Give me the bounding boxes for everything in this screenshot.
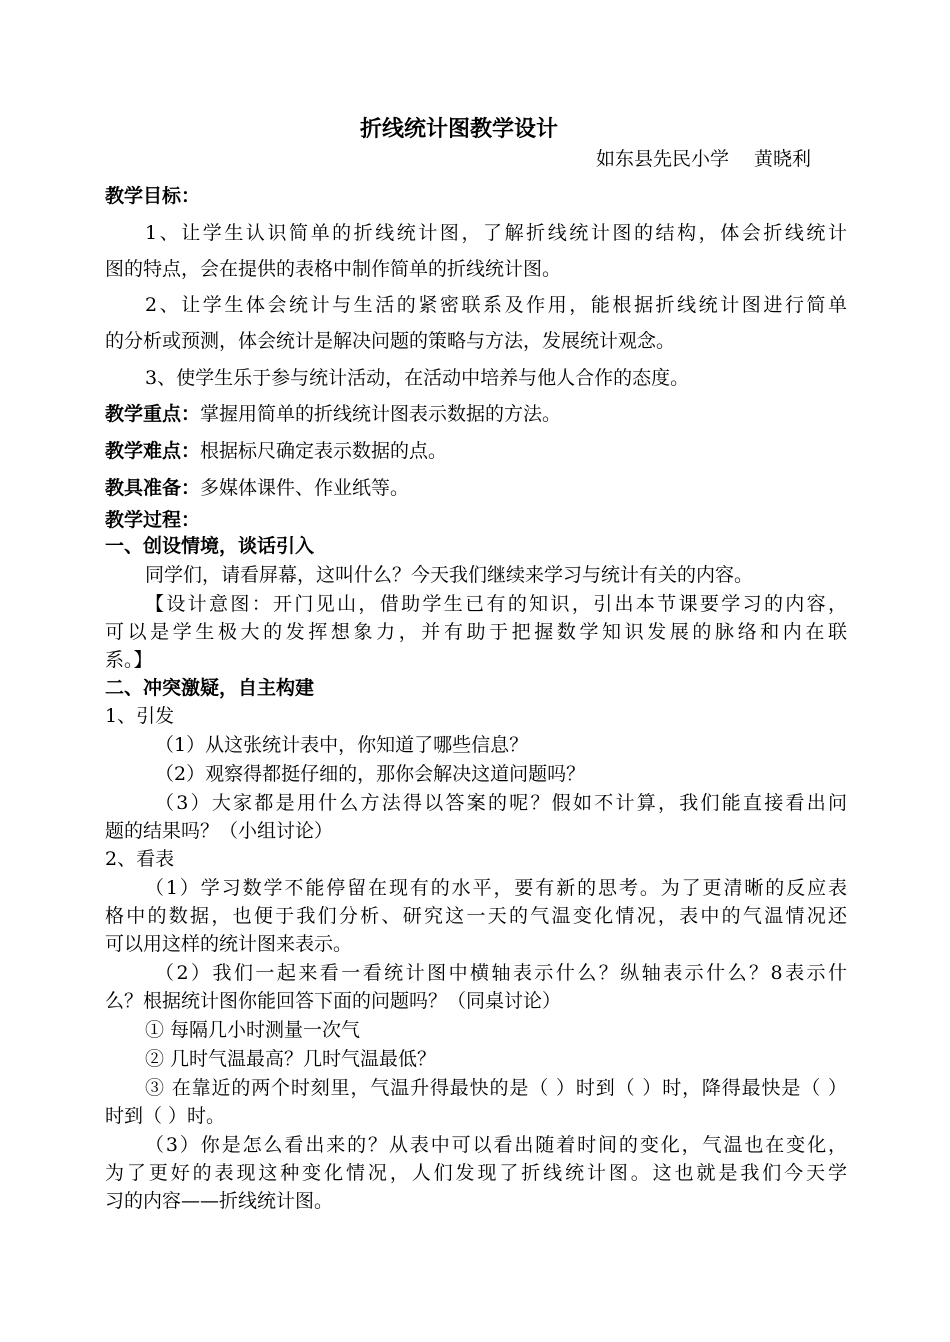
difficulty — [105, 439, 447, 463]
paragraph-1-line-3: 可以用这样的统计图来表示。 — [105, 933, 353, 955]
paragraph-3-line-2: 为了更好的表现这种变化情况，人们发现了折线统计图。这也就是我们今天学 — [105, 1162, 847, 1184]
subsection-1-label: 1、引发 — [105, 705, 175, 727]
sub-question-3-line-2: 时到（ ）时。 — [105, 1105, 226, 1127]
paragraph-3-line-3: 习的内容——折线统计图。 — [105, 1190, 334, 1212]
section-2-heading: 二、冲突激疑，自主构建 — [105, 677, 315, 699]
section-1-paragraph: 同学们，请看屏幕，这叫什么？今天我们继续来学习与统计有关的内容。 — [145, 564, 754, 586]
objective-2-line-2: 的分析或预测，体会统计是解决问题的策略与方法，发展统计观念。 — [105, 330, 676, 352]
page-title: 折线统计图教学设计 — [360, 117, 559, 142]
paragraph-2-line-1: （2）我们一起来看一看统计图中横轴表示什么？纵轴表示什么？8表示什 — [155, 962, 847, 984]
key-point-label: 教学重点： — [105, 403, 201, 425]
materials — [105, 476, 409, 500]
design-note-line-1: 【设计意图：开门见山，借助学生已有的知识，引出本节课要学习的内容， — [145, 593, 847, 615]
objective-1-line-2: 图的特点，会在提供的表格中制作简单的折线统计图。 — [105, 258, 562, 280]
objectives-heading: 教学目标： — [105, 185, 201, 207]
sub-question-1: ① 每隔几小时测量一次气 — [145, 1019, 361, 1041]
question-3-line-2: 题的结果吗？（小组讨论） — [105, 820, 334, 842]
key-point — [105, 402, 561, 426]
materials-label: 教具准备： — [105, 477, 201, 499]
materials-text: 多媒体课件、作业纸等。 — [200, 477, 410, 499]
author-byline: 如东县先民小学 黄晓利 — [596, 148, 812, 170]
subsection-2-label: 2、看表 — [105, 848, 175, 870]
objective-2-line-1: 2、让学生体会统计与生活的紧密联系及作用，能根据折线统计图进行简单 — [145, 294, 847, 316]
question-2: （2）观察得都挺仔细的，那你会解决这道问题吗？ — [155, 763, 586, 785]
key-point-text: 掌握用简单的折线统计图表示数据的方法。 — [200, 403, 562, 425]
objective-1-line-1: 1、让学生认识简单的折线统计图，了解折线统计图的结构，体会折线统计 — [145, 222, 847, 244]
objective-3: 3、使学生乐于参与统计活动，在活动中培养与他人合作的态度。 — [145, 367, 690, 389]
design-note-line-3: 系。】 — [105, 649, 153, 671]
paragraph-1-line-2: 格中的数据，也便于我们分析、研究这一天的气温变化情况，表中的气温情况还 — [105, 905, 847, 927]
difficulty-label: 教学难点： — [105, 440, 201, 462]
question-1: （1）从这张统计表中，你知道了哪些信息？ — [155, 734, 529, 756]
difficulty-text: 根据标尺确定表示数据的点。 — [200, 440, 448, 462]
sub-question-3-line-1: ③ 在靠近的两个时刻里，气温升得最快的是（ ）时到（ ）时，降得最快是（ ） — [145, 1077, 847, 1099]
paragraph-1-line-1: （1）学习数学不能停留在现有的水平，要有新的思考。为了更清晰的反应表 — [145, 877, 847, 899]
process-heading: 教学过程： — [105, 509, 201, 531]
section-1-heading: 一、创设情境，谈话引入 — [105, 535, 315, 557]
question-3-line-1: （3）大家都是用什么方法得以答案的呢？假如不计算，我们能直接看出问 — [155, 792, 847, 814]
design-note-line-2: 可以是学生极大的发挥想象力，并有助于把握数学知识发展的脉络和内在联 — [105, 621, 847, 643]
sub-question-2: ② 几时气温最高？几时气温最低？ — [145, 1048, 437, 1070]
paragraph-2-line-2: 么？根据统计图你能回答下面的问题吗？（同桌讨论） — [105, 990, 562, 1012]
paragraph-3-line-1: （3）你是怎么看出来的？从表中可以看出随着时间的变化，气温也在变化， — [145, 1134, 847, 1156]
